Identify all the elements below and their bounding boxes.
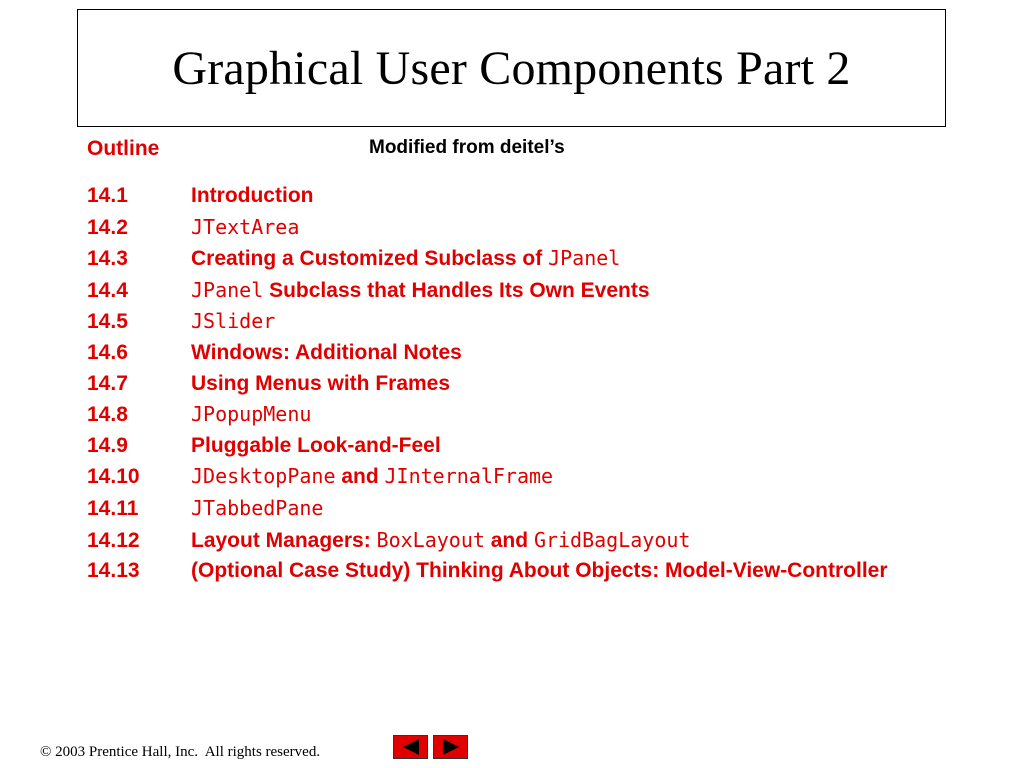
outline-label: Outline [87,137,160,160]
section-item [87,399,947,431]
section-title [191,243,947,275]
section-list [87,181,947,587]
section-number: 14.1 [87,184,128,207]
section-code-text: GridBagLayout [533,527,691,552]
section-number: 14.10 [87,465,140,489]
section-code-text: JSlider [191,309,276,334]
section-title [191,181,947,212]
section-title [191,369,947,400]
section-item [87,431,947,462]
section-title [191,306,947,338]
section-title [191,525,947,557]
section-item [87,181,947,212]
section-code-text: JPanel [191,277,264,302]
section-title [191,556,947,587]
section-title [191,275,947,307]
section-title [191,493,947,525]
section-item [87,243,947,275]
section-number: 14.11 [87,496,139,520]
section-title [191,461,947,493]
section-number: 14.13 [87,559,140,583]
section-text: Layout Managers: [191,528,377,552]
section-number: 14.6 [87,340,128,364]
section-code-text: JTextArea [191,214,300,239]
section-text: and [484,528,534,552]
section-code-text: BoxLayout [376,527,485,552]
section-text: Creating a Customized Subclass of [191,247,549,271]
section-text: Windows: Additional Notes [191,340,462,364]
section-text: and [335,465,385,489]
section-title [191,399,947,431]
section-text: Subclass that Handles Its Own Events [263,278,650,302]
copyright-footer: © 2003 Prentice Hall, Inc. All rights reserved. [40,744,321,760]
section-number: 14.9 [87,433,128,457]
next-slide-button[interactable] [433,735,468,759]
section-number: 14.2 [87,215,128,239]
right-arrow-icon [443,739,459,755]
previous-slide-button[interactable] [393,735,428,759]
subtitle: Modified from deitel’s [369,137,565,158]
section-code-text: JInternalFrame [384,464,554,489]
section-title [191,431,947,462]
section-text: Introduction [191,184,314,207]
left-arrow-icon [403,739,419,755]
section-item [87,525,947,557]
title-box [77,9,946,127]
section-code-text: JPanel [548,246,621,271]
section-number: 14.3 [87,247,128,271]
section-text: Using Menus with Frames [191,371,451,395]
section-code-text: JPopupMenu [191,402,312,427]
section-title [191,338,947,369]
section-item [87,556,947,587]
section-text: Pluggable Look-and-Feel [191,433,441,457]
section-number: 14.7 [87,371,128,395]
section-item [87,306,947,338]
section-title [191,212,947,244]
section-number: 14.4 [87,278,128,302]
section-item [87,212,947,244]
section-number: 14.5 [87,310,128,334]
section-number: 14.8 [87,403,128,427]
slide-title: Graphical User Components Part 2 [172,41,851,95]
section-item [87,461,947,493]
section-item [87,338,947,369]
section-code-text: JTabbedPane [191,495,324,520]
section-code-text: JDesktopPane [191,464,336,489]
section-item [87,369,947,400]
section-item [87,275,947,307]
section-item [87,493,947,525]
section-text: (Optional Case Study) Thinking About Objects: Model-View-Controller [191,559,888,583]
section-number: 14.12 [87,528,140,552]
